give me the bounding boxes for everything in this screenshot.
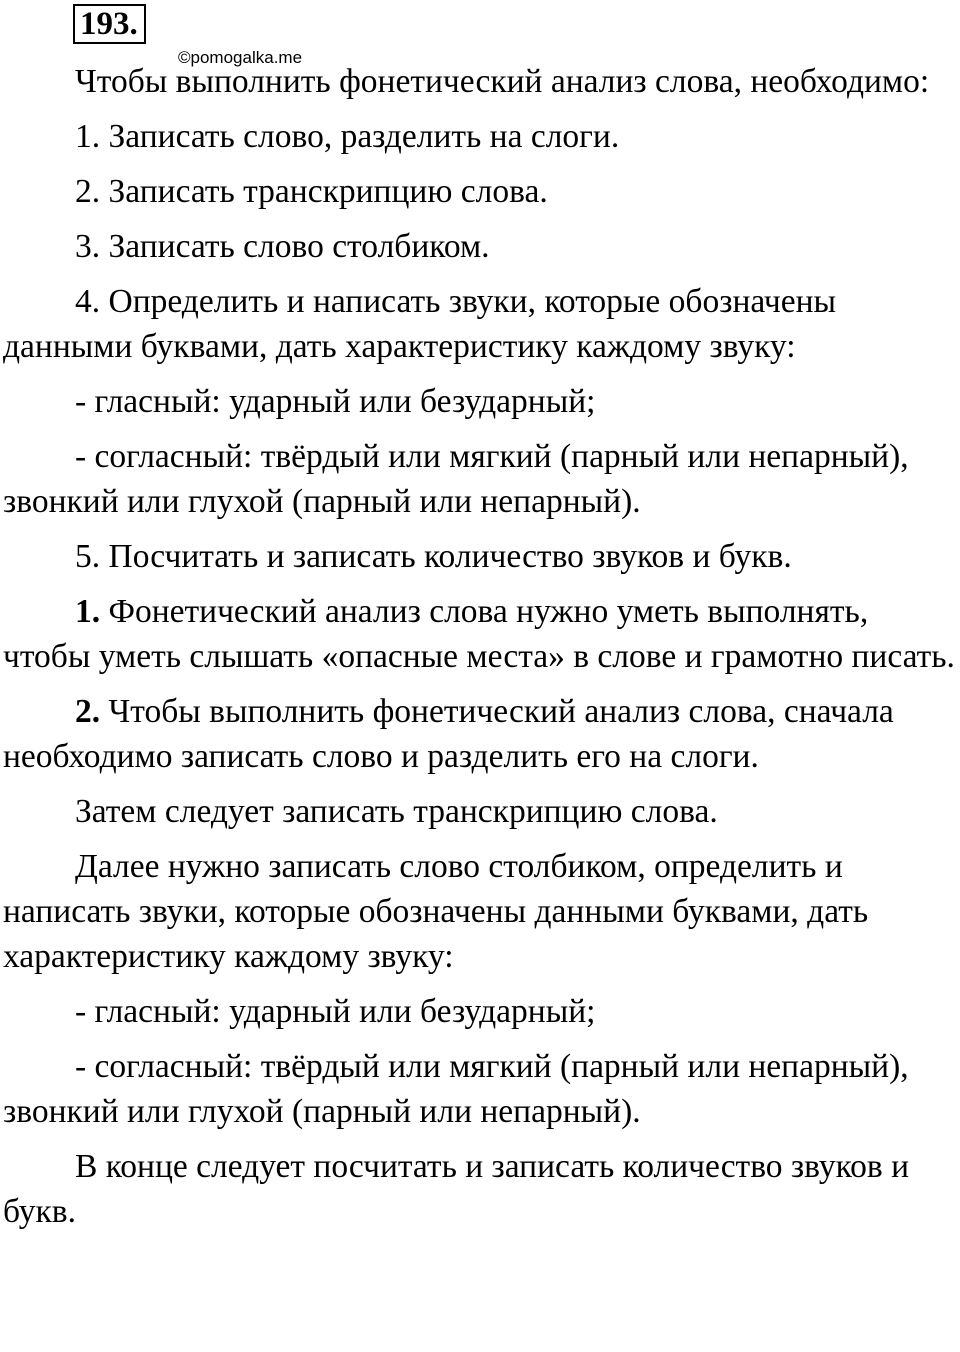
paragraph-step-3: 3. Записать слово столбиком. [75, 228, 490, 265]
answer-2-text: Чтобы выполнить фонетический анализ слова, сначала необходимо записать слово и разделить его на слоги. [3, 693, 894, 775]
paragraph-then: Затем следует записать транскрипцию слова. [75, 793, 718, 830]
paragraph-next: Далее нужно записать слово столбиком, определить и написать звуки, которые обозначены данными буквами, дать характеристику каждому звуку: [3, 848, 869, 975]
exercise-number: 193. [73, 4, 146, 44]
answer-marker-1: 1. [75, 593, 101, 630]
paragraph-vowel-2: - гласный: ударный или безударный; [75, 993, 596, 1030]
exercise-text [3, 59, 958, 1244]
answer-1-text: Фонетический анализ слова нужно уметь выполнять, чтобы уметь слышать «опасные места» в слове и грамотно писать. [3, 593, 955, 675]
paragraph-final: В конце следует посчитать и записать количество звуков и букв. [3, 1148, 910, 1230]
paragraph-consonant: - согласный: твёрдый или мягкий (парный или непарный), звонкий или глухой (парный или непарный). [3, 438, 909, 520]
paragraph-answer-1 [3, 589, 958, 679]
watermark: ©pomogalka.me [178, 48, 303, 67]
paragraph-answer-2 [3, 689, 958, 779]
paragraph-consonant-2: - согласный: твёрдый или мягкий (парный или непарный), звонкий или глухой (парный или непарный). [3, 1048, 909, 1130]
paragraph-step-5: 5. Посчитать и записать количество звуков и букв. [75, 538, 792, 575]
paragraph-step-1: 1. Записать слово, разделить на слоги. [75, 118, 620, 155]
answer-marker-2: 2. [75, 693, 101, 730]
paragraph-step-4: 4. Определить и написать звуки, которые обозначены данными буквами, дать характеристику каждому звуку: [3, 283, 837, 365]
paragraph-vowel: - гласный: ударный или безударный; [75, 383, 596, 420]
paragraph-intro: Чтобы выполнить фонетический анализ слова, необходимо: [75, 63, 930, 100]
paragraph-step-2: 2. Записать транскрипцию слова. [75, 173, 548, 210]
